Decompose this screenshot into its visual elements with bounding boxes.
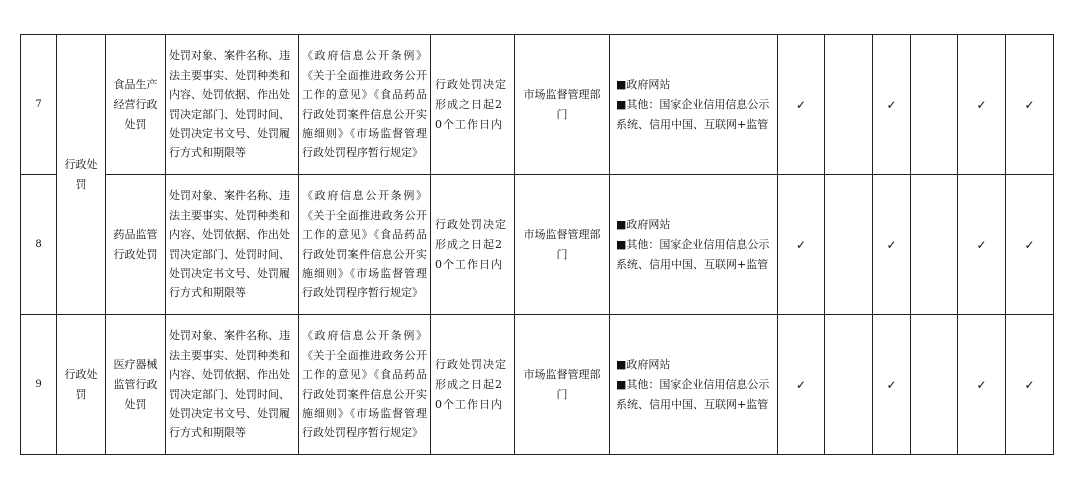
time-limit-cell: 行政处罚决定形成之日起20个工作日内 <box>431 35 515 175</box>
disclosure-table <box>20 34 1054 455</box>
time-limit-cell: 行政处罚决定形成之日起20个工作日内 <box>431 175 515 315</box>
check-cell: ✓ <box>958 175 1006 315</box>
subject-cell: 市场监督管理部门 <box>515 35 610 175</box>
check-cell: ✓ <box>778 315 825 455</box>
item-cell: 医疗器械监管行政处罚 <box>106 315 166 455</box>
channel-website: ■政府网站 <box>616 357 671 371</box>
channel-website: ■政府网站 <box>616 217 671 231</box>
channel-cell <box>610 315 778 455</box>
channel-other: ■其他：国家企业信用信息公示系统、信用中国、互联网+监管 <box>616 97 770 131</box>
check-cell <box>825 315 873 455</box>
content-cell: 处罚对象、案件名称、违法主要事实、处罚种类和内容、处罚依据、作出处罚决定部门、处罚时间、处罚决定书文号、处罚履行方式和期限等 <box>166 315 299 455</box>
row-number: 9 <box>21 315 57 455</box>
check-cell <box>911 315 958 455</box>
check-cell: ✓ <box>1006 315 1054 455</box>
time-limit-cell: 行政处罚决定形成之日起20个工作日内 <box>431 315 515 455</box>
row-number: 7 <box>21 35 57 175</box>
check-cell: ✓ <box>1006 175 1054 315</box>
check-cell: ✓ <box>873 315 911 455</box>
basis-cell: 《政府信息公开条例》《关于全面推进政务公开工作的意见》《食品药品行政处罚案件信息公开实施细则》《市场监督管理行政处罚程序暂行规定》 <box>299 35 431 175</box>
category-cell: 行政处罚 <box>57 315 106 455</box>
channel-cell <box>610 175 778 315</box>
check-cell: ✓ <box>958 35 1006 175</box>
basis-cell: 《政府信息公开条例》《关于全面推进政务公开工作的意见》《食品药品行政处罚案件信息公开实施细则》《市场监督管理行政处罚程序暂行规定》 <box>299 315 431 455</box>
content-cell: 处罚对象、案件名称、违法主要事实、处罚种类和内容、处罚依据、作出处罚决定部门、处罚时间、处罚决定书文号、处罚履行方式和期限等 <box>166 175 299 315</box>
category-cell: 行政处罚 <box>57 35 106 315</box>
check-cell: ✓ <box>1006 35 1054 175</box>
channel-cell <box>610 35 778 175</box>
check-cell <box>911 175 958 315</box>
channel-other: ■其他：国家企业信用信息公示系统、信用中国、互联网+监管 <box>616 237 770 271</box>
channel-other: ■其他：国家企业信用信息公示系统、信用中国、互联网+监管 <box>616 377 770 411</box>
check-cell <box>911 35 958 175</box>
item-cell: 药品监管行政处罚 <box>106 175 166 315</box>
item-cell: 食品生产经营行政处罚 <box>106 35 166 175</box>
table-row <box>21 315 1054 455</box>
channel-website: ■政府网站 <box>616 77 671 91</box>
table-row <box>21 35 1054 175</box>
check-cell <box>825 35 873 175</box>
check-cell: ✓ <box>873 35 911 175</box>
row-number: 8 <box>21 175 57 315</box>
check-cell <box>825 175 873 315</box>
basis-cell: 《政府信息公开条例》《关于全面推进政务公开工作的意见》《食品药品行政处罚案件信息公开实施细则》《市场监督管理行政处罚程序暂行规定》 <box>299 175 431 315</box>
check-cell: ✓ <box>958 315 1006 455</box>
check-cell: ✓ <box>873 175 911 315</box>
check-cell: ✓ <box>778 35 825 175</box>
subject-cell: 市场监督管理部门 <box>515 175 610 315</box>
subject-cell: 市场监督管理部门 <box>515 315 610 455</box>
check-cell: ✓ <box>778 175 825 315</box>
table-row <box>21 175 1054 315</box>
content-cell: 处罚对象、案件名称、违法主要事实、处罚种类和内容、处罚依据、作出处罚决定部门、处罚时间、处罚决定书文号、处罚履行方式和期限等 <box>166 35 299 175</box>
